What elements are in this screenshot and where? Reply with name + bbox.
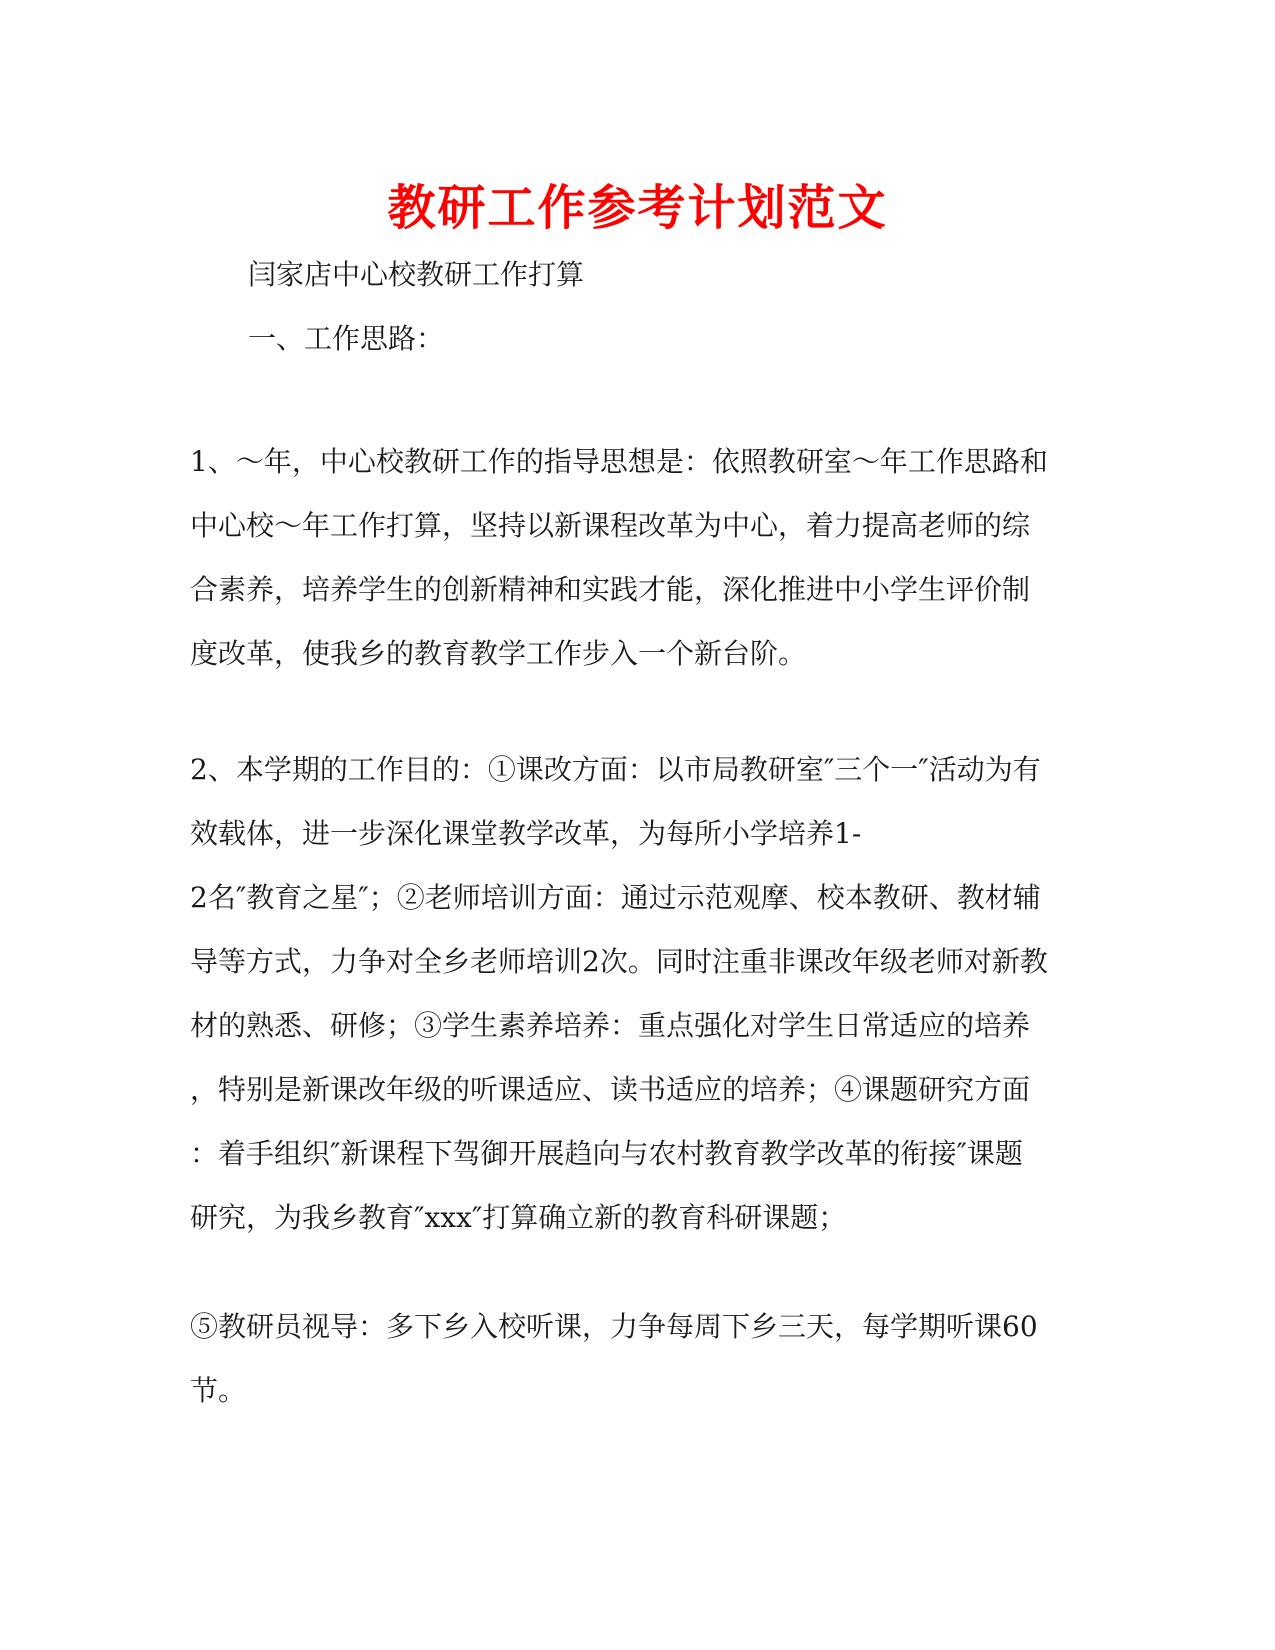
- paragraph-inspection: ⑤教研员视导：多下乡入校听课，力争每周下乡三天，每学期听课60 节。: [190, 1310, 1038, 1407]
- section-heading: 一、工作思路：: [248, 322, 445, 355]
- document-title: 教研工作参考计划范文: [387, 180, 888, 236]
- paragraph-work-goals: 2、本学期的工作目的：①课改方面：以市局教研室″三个一″活动为有 效载体，进一步深化课堂教学改革，为每所小学培养1- 2名″教育之星″；②老师培训方面：通过示范观摩、校本教研、教材辅 导等方式，力争对全乡老师培训2次。同时注重非课改年级老师对新教 材的熟悉、研修；③学生素养培养：重点强化对学生日常适应的培养 ，特别是新课改年级的听课适应、读书适应的培养；④课题研究方面 ：着手组织″新课程下驾御开展趋向与农村教育教学改革的衔接″课题 研究，为我乡教育″xxx″打算确立新的教育科研课题；: [190, 753, 1048, 1234]
- paragraph-guiding-thought: 1、～年，中心校教研工作的指导思想是：依照教研室～年工作思路和 中心校～年工作打算，坚持以新课程改革为中心，着力提高老师的综 合素养，培养学生的创新精神和实践才能，深化推进中小学生评价制 度改革，使我乡的教育教学工作步入一个新台阶。: [190, 445, 1048, 670]
- document-subtitle: 闫家店中心校教研工作打算: [248, 258, 585, 291]
